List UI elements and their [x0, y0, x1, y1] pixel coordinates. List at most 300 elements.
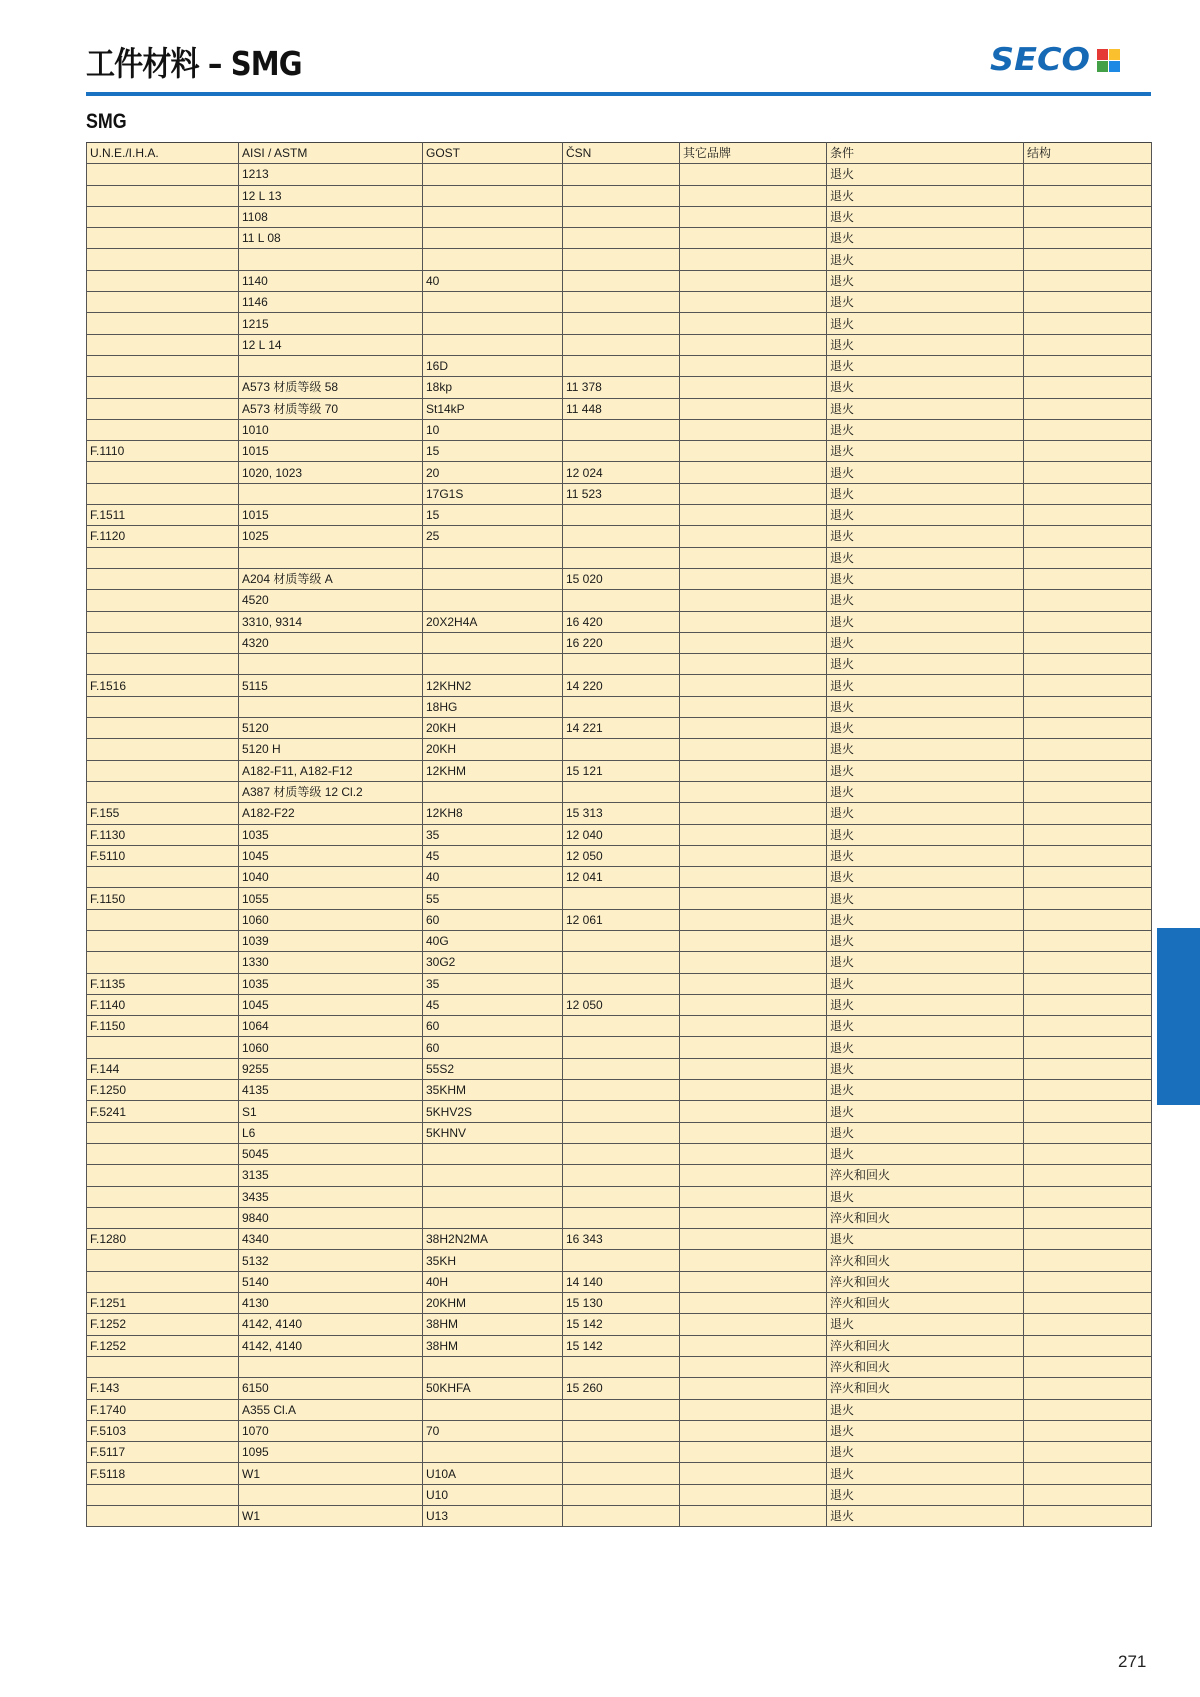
cell-other	[680, 1207, 827, 1228]
cell-other	[680, 568, 827, 589]
cell-aisi: 4520	[239, 590, 423, 611]
cell-condition: 淬火和回火	[827, 1271, 1024, 1292]
cell-structure	[1024, 1442, 1152, 1463]
cell-gost: 15	[423, 505, 563, 526]
cell-aisi: 1035	[239, 824, 423, 845]
cell-aisi: 1330	[239, 952, 423, 973]
cell-structure	[1024, 1399, 1152, 1420]
cell-une: F.1252	[87, 1335, 239, 1356]
cell-structure	[1024, 355, 1152, 376]
table-row	[87, 228, 1152, 249]
cell-une	[87, 1186, 239, 1207]
cell-une	[87, 313, 239, 334]
cell-aisi	[239, 1484, 423, 1505]
col-header-structure: 结构	[1024, 143, 1152, 164]
cell-csn	[563, 1484, 680, 1505]
table-row	[87, 419, 1152, 440]
cell-aisi: 1015	[239, 441, 423, 462]
cell-other	[680, 1058, 827, 1079]
cell-gost: 20X2H4A	[423, 611, 563, 632]
cell-other	[680, 803, 827, 824]
cell-csn	[563, 1143, 680, 1164]
table-row	[87, 505, 1152, 526]
cell-gost	[423, 313, 563, 334]
cell-condition: 退火	[827, 611, 1024, 632]
cell-aisi: 1060	[239, 909, 423, 930]
cell-condition: 退火	[827, 909, 1024, 930]
cell-gost: 12KH8	[423, 803, 563, 824]
cell-other	[680, 334, 827, 355]
cell-csn	[563, 1463, 680, 1484]
cell-une	[87, 249, 239, 270]
table-row	[87, 334, 1152, 355]
cell-gost	[423, 1186, 563, 1207]
cell-une	[87, 654, 239, 675]
cell-other	[680, 1016, 827, 1037]
cell-csn	[563, 1101, 680, 1122]
cell-aisi: 4142, 4140	[239, 1314, 423, 1335]
cell-structure	[1024, 930, 1152, 951]
cell-condition: 退火	[827, 1442, 1024, 1463]
cell-aisi: A182-F11, A182-F12	[239, 760, 423, 781]
cell-csn	[563, 1399, 680, 1420]
cell-gost	[423, 249, 563, 270]
cell-gost	[423, 1165, 563, 1186]
cell-gost: 20KHM	[423, 1293, 563, 1314]
cell-condition: 退火	[827, 1420, 1024, 1441]
cell-condition: 退火	[827, 845, 1024, 866]
table-row	[87, 909, 1152, 930]
cell-une	[87, 185, 239, 206]
cell-structure	[1024, 994, 1152, 1015]
cell-structure	[1024, 1207, 1152, 1228]
cell-other	[680, 590, 827, 611]
table-row	[87, 1399, 1152, 1420]
cell-structure	[1024, 824, 1152, 845]
col-header-other: 其它品牌	[680, 143, 827, 164]
cell-aisi: 9840	[239, 1207, 423, 1228]
table-row	[87, 1016, 1152, 1037]
cell-gost	[423, 206, 563, 227]
cell-condition: 淬火和回火	[827, 1207, 1024, 1228]
cell-csn: 15 020	[563, 568, 680, 589]
cell-csn	[563, 526, 680, 547]
cell-structure	[1024, 845, 1152, 866]
table-row	[87, 568, 1152, 589]
cell-une	[87, 1207, 239, 1228]
cell-aisi: 1045	[239, 994, 423, 1015]
cell-une	[87, 909, 239, 930]
cell-condition: 退火	[827, 867, 1024, 888]
cell-csn: 15 142	[563, 1314, 680, 1335]
table-row	[87, 803, 1152, 824]
table-row	[87, 1356, 1152, 1377]
cell-structure	[1024, 973, 1152, 994]
table-row	[87, 888, 1152, 909]
table-row	[87, 1314, 1152, 1335]
cell-gost	[423, 334, 563, 355]
table-row	[87, 547, 1152, 568]
cell-csn	[563, 590, 680, 611]
cell-csn: 15 130	[563, 1293, 680, 1314]
cell-condition: 退火	[827, 377, 1024, 398]
cell-une	[87, 270, 239, 291]
cell-une	[87, 1356, 239, 1377]
cell-une: F.1251	[87, 1293, 239, 1314]
cell-une: F.5103	[87, 1420, 239, 1441]
logo-text: SECO	[990, 42, 1091, 78]
cell-structure	[1024, 739, 1152, 760]
table-row	[87, 654, 1152, 675]
cell-aisi	[239, 355, 423, 376]
cell-csn: 12 050	[563, 845, 680, 866]
cell-condition: 退火	[827, 313, 1024, 334]
material-table	[86, 142, 1152, 1527]
cell-condition: 退火	[827, 547, 1024, 568]
cell-csn: 14 220	[563, 675, 680, 696]
logo-mark-icon	[1097, 49, 1120, 72]
cell-condition: 退火	[827, 270, 1024, 291]
cell-csn	[563, 781, 680, 802]
cell-condition: 退火	[827, 1058, 1024, 1079]
table-row	[87, 1207, 1152, 1228]
cell-csn: 16 420	[563, 611, 680, 632]
cell-aisi: 1060	[239, 1037, 423, 1058]
table-row	[87, 611, 1152, 632]
cell-csn	[563, 1058, 680, 1079]
cell-aisi: 4142, 4140	[239, 1335, 423, 1356]
cell-other	[680, 888, 827, 909]
cell-une	[87, 568, 239, 589]
cell-csn: 16 220	[563, 632, 680, 653]
cell-structure	[1024, 292, 1152, 313]
cell-une	[87, 1271, 239, 1292]
cell-csn	[563, 334, 680, 355]
cell-aisi	[239, 1356, 423, 1377]
cell-aisi: 4135	[239, 1080, 423, 1101]
cell-structure	[1024, 568, 1152, 589]
cell-csn	[563, 419, 680, 440]
cell-structure	[1024, 483, 1152, 504]
cell-structure	[1024, 590, 1152, 611]
cell-aisi: 1040	[239, 867, 423, 888]
cell-une: F.5118	[87, 1463, 239, 1484]
cell-gost: 45	[423, 994, 563, 1015]
cell-aisi: 1020, 1023	[239, 462, 423, 483]
cell-aisi: 1095	[239, 1442, 423, 1463]
cell-une: F.5241	[87, 1101, 239, 1122]
cell-condition: 退火	[827, 654, 1024, 675]
cell-csn	[563, 696, 680, 717]
cell-other	[680, 1250, 827, 1271]
cell-csn	[563, 1122, 680, 1143]
cell-structure	[1024, 419, 1152, 440]
cell-structure	[1024, 1122, 1152, 1143]
cell-gost: 30G2	[423, 952, 563, 973]
cell-condition: 退火	[827, 590, 1024, 611]
table-row	[87, 867, 1152, 888]
cell-gost: 60	[423, 909, 563, 930]
cell-condition: 退火	[827, 1484, 1024, 1505]
cell-aisi: 1064	[239, 1016, 423, 1037]
cell-other	[680, 228, 827, 249]
cell-aisi: A573 材质等级 58	[239, 377, 423, 398]
cell-aisi: 1055	[239, 888, 423, 909]
cell-condition: 退火	[827, 1101, 1024, 1122]
cell-une	[87, 334, 239, 355]
cell-aisi: A573 材质等级 70	[239, 398, 423, 419]
cell-une	[87, 1122, 239, 1143]
cell-other	[680, 1165, 827, 1186]
cell-csn	[563, 355, 680, 376]
cell-structure	[1024, 1016, 1152, 1037]
cell-csn	[563, 888, 680, 909]
cell-aisi: W1	[239, 1506, 423, 1527]
table-row	[87, 739, 1152, 760]
cell-gost: 12KHM	[423, 760, 563, 781]
table-row	[87, 1165, 1152, 1186]
cell-condition: 退火	[827, 1037, 1024, 1058]
cell-csn: 15 313	[563, 803, 680, 824]
seco-logo	[990, 43, 1120, 77]
cell-csn	[563, 164, 680, 185]
cell-csn	[563, 547, 680, 568]
cell-gost: 10	[423, 419, 563, 440]
cell-une	[87, 632, 239, 653]
cell-une: F.1120	[87, 526, 239, 547]
cell-une: F.1150	[87, 888, 239, 909]
cell-aisi: 4320	[239, 632, 423, 653]
col-header-aisi: AISI / ASTM	[239, 143, 423, 164]
cell-condition: 退火	[827, 228, 1024, 249]
cell-other	[680, 164, 827, 185]
cell-aisi	[239, 249, 423, 270]
cell-gost	[423, 547, 563, 568]
cell-csn	[563, 185, 680, 206]
cell-other	[680, 1186, 827, 1207]
cell-gost: 15	[423, 441, 563, 462]
cell-other	[680, 1506, 827, 1527]
cell-aisi: 1215	[239, 313, 423, 334]
cell-aisi: 5115	[239, 675, 423, 696]
cell-csn	[563, 249, 680, 270]
cell-gost: 35KH	[423, 1250, 563, 1271]
cell-condition: 退火	[827, 1122, 1024, 1143]
cell-csn: 11 448	[563, 398, 680, 419]
cell-une	[87, 739, 239, 760]
cell-gost: U10A	[423, 1463, 563, 1484]
cell-csn: 15 260	[563, 1378, 680, 1399]
cell-une: F.143	[87, 1378, 239, 1399]
table-row	[87, 1080, 1152, 1101]
cell-structure	[1024, 398, 1152, 419]
cell-aisi	[239, 483, 423, 504]
cell-une: F.1140	[87, 994, 239, 1015]
cell-csn	[563, 206, 680, 227]
cell-other	[680, 845, 827, 866]
cell-structure	[1024, 611, 1152, 632]
cell-une	[87, 930, 239, 951]
cell-aisi: 1025	[239, 526, 423, 547]
cell-structure	[1024, 909, 1152, 930]
table-row	[87, 1143, 1152, 1164]
cell-aisi: 4340	[239, 1229, 423, 1250]
cell-gost: 60	[423, 1016, 563, 1037]
cell-structure	[1024, 781, 1152, 802]
cell-une	[87, 377, 239, 398]
cell-csn	[563, 1207, 680, 1228]
cell-gost	[423, 228, 563, 249]
cell-csn	[563, 292, 680, 313]
cell-une	[87, 292, 239, 313]
cell-une: F.1110	[87, 441, 239, 462]
cell-aisi	[239, 696, 423, 717]
cell-gost: 20KH	[423, 718, 563, 739]
cell-gost	[423, 1207, 563, 1228]
cell-structure	[1024, 867, 1152, 888]
cell-condition: 退火	[827, 781, 1024, 802]
cell-une	[87, 228, 239, 249]
cell-csn: 11 378	[563, 377, 680, 398]
cell-other	[680, 867, 827, 888]
table-row	[87, 398, 1152, 419]
cell-structure	[1024, 1293, 1152, 1314]
cell-gost: 55S2	[423, 1058, 563, 1079]
cell-condition: 退火	[827, 1016, 1024, 1037]
cell-une	[87, 867, 239, 888]
table-row	[87, 1058, 1152, 1079]
cell-csn	[563, 505, 680, 526]
table-row	[87, 590, 1152, 611]
cell-une: F.1516	[87, 675, 239, 696]
cell-aisi: 1045	[239, 845, 423, 866]
table-row	[87, 1420, 1152, 1441]
table-header-row	[87, 143, 1152, 164]
cell-gost	[423, 781, 563, 802]
cell-structure	[1024, 1463, 1152, 1484]
cell-aisi: 3310, 9314	[239, 611, 423, 632]
col-header-condition: 条件	[827, 143, 1024, 164]
side-tab	[1157, 928, 1200, 1105]
table-row	[87, 1229, 1152, 1250]
cell-aisi: 1108	[239, 206, 423, 227]
cell-structure	[1024, 1101, 1152, 1122]
table-row	[87, 781, 1152, 802]
cell-une	[87, 398, 239, 419]
cell-structure	[1024, 1143, 1152, 1164]
cell-condition: 退火	[827, 483, 1024, 504]
cell-structure	[1024, 526, 1152, 547]
table-row	[87, 355, 1152, 376]
cell-csn	[563, 952, 680, 973]
cell-structure	[1024, 718, 1152, 739]
cell-condition: 退火	[827, 505, 1024, 526]
cell-other	[680, 505, 827, 526]
cell-structure	[1024, 377, 1152, 398]
cell-gost: 40H	[423, 1271, 563, 1292]
cell-structure	[1024, 249, 1152, 270]
cell-une: F.1130	[87, 824, 239, 845]
cell-other	[680, 1378, 827, 1399]
cell-csn: 12 041	[563, 867, 680, 888]
cell-aisi: 1146	[239, 292, 423, 313]
cell-structure	[1024, 1335, 1152, 1356]
cell-aisi: 4130	[239, 1293, 423, 1314]
table-row	[87, 1293, 1152, 1314]
cell-une	[87, 1506, 239, 1527]
cell-condition: 退火	[827, 1399, 1024, 1420]
cell-csn	[563, 228, 680, 249]
cell-other	[680, 994, 827, 1015]
cell-gost: U10	[423, 1484, 563, 1505]
cell-condition: 退火	[827, 249, 1024, 270]
cell-csn	[563, 1016, 680, 1037]
cell-gost: 40G	[423, 930, 563, 951]
cell-other	[680, 1080, 827, 1101]
cell-other	[680, 292, 827, 313]
cell-gost: 35	[423, 973, 563, 994]
cell-gost	[423, 1442, 563, 1463]
cell-gost: 60	[423, 1037, 563, 1058]
cell-other	[680, 1335, 827, 1356]
cell-other	[680, 718, 827, 739]
cell-other	[680, 441, 827, 462]
cell-csn: 16 343	[563, 1229, 680, 1250]
cell-other	[680, 1229, 827, 1250]
cell-une	[87, 164, 239, 185]
cell-aisi: 1015	[239, 505, 423, 526]
cell-csn	[563, 1442, 680, 1463]
cell-structure	[1024, 334, 1152, 355]
cell-gost	[423, 568, 563, 589]
cell-condition: 淬火和回火	[827, 1250, 1024, 1271]
cell-structure	[1024, 803, 1152, 824]
cell-gost	[423, 590, 563, 611]
cell-gost: 5KHV2S	[423, 1101, 563, 1122]
cell-gost: 18HG	[423, 696, 563, 717]
table-row	[87, 526, 1152, 547]
cell-gost: 55	[423, 888, 563, 909]
cell-une	[87, 1165, 239, 1186]
table-row	[87, 1250, 1152, 1271]
cell-other	[680, 419, 827, 440]
cell-condition: 退火	[827, 888, 1024, 909]
cell-structure	[1024, 462, 1152, 483]
cell-other	[680, 355, 827, 376]
cell-une: F.155	[87, 803, 239, 824]
cell-condition: 退火	[827, 718, 1024, 739]
cell-une: F.1280	[87, 1229, 239, 1250]
cell-aisi: 1070	[239, 1420, 423, 1441]
cell-aisi: 1035	[239, 973, 423, 994]
cell-condition: 退火	[827, 1506, 1024, 1527]
cell-une	[87, 696, 239, 717]
cell-structure	[1024, 505, 1152, 526]
cell-une	[87, 206, 239, 227]
table-row	[87, 441, 1152, 462]
table-row	[87, 462, 1152, 483]
cell-gost	[423, 1399, 563, 1420]
cell-aisi: 5132	[239, 1250, 423, 1271]
col-header-csn: ČSN	[563, 143, 680, 164]
table-row	[87, 270, 1152, 291]
cell-condition: 淬火和回火	[827, 1378, 1024, 1399]
cell-csn	[563, 1356, 680, 1377]
cell-condition: 退火	[827, 568, 1024, 589]
cell-gost: 35	[423, 824, 563, 845]
cell-gost: 12KHN2	[423, 675, 563, 696]
cell-structure	[1024, 1271, 1152, 1292]
